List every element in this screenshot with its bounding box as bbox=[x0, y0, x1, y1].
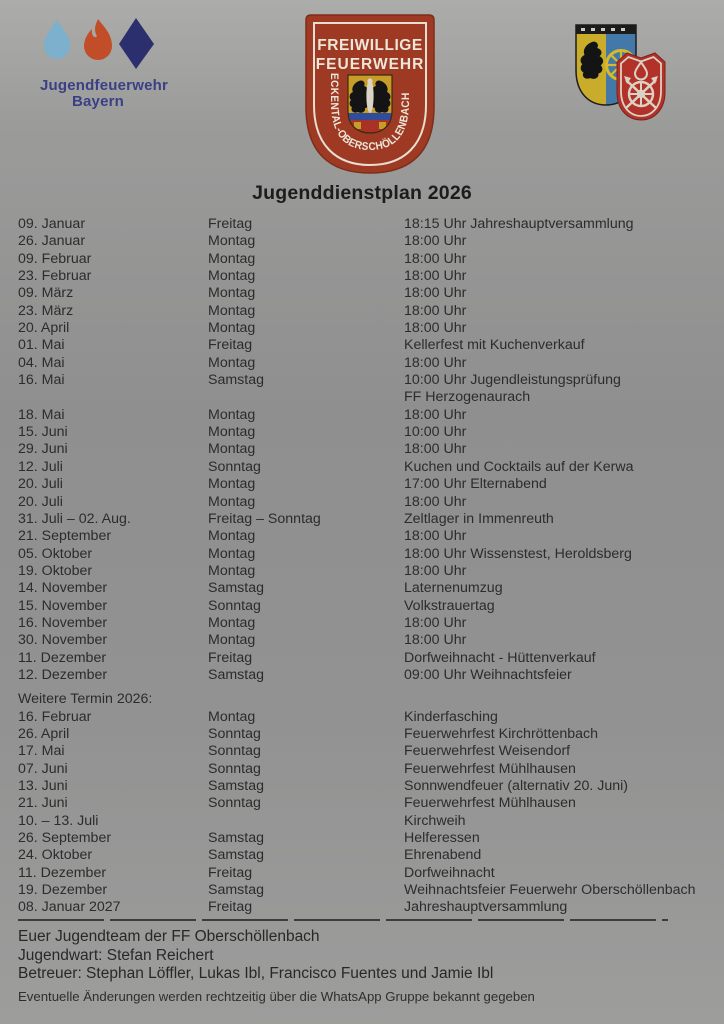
table-row bbox=[18, 372, 718, 407]
cell-day: Freitag bbox=[208, 864, 253, 881]
cell-day: Montag bbox=[208, 562, 256, 579]
cell-date: 17. Mai bbox=[18, 743, 65, 760]
cell-event: 18:00 Uhr bbox=[404, 562, 467, 579]
cell-date: 09. März bbox=[18, 285, 74, 302]
table-row bbox=[18, 233, 718, 250]
cell-day: Sonntag bbox=[208, 795, 261, 812]
table-row bbox=[18, 899, 718, 916]
table-row bbox=[18, 667, 718, 684]
cell-day: Montag bbox=[208, 632, 256, 649]
cell-day: Montag bbox=[208, 285, 256, 302]
table-row bbox=[18, 424, 718, 441]
cell-day: Sonntag bbox=[208, 760, 261, 777]
table-row bbox=[18, 494, 718, 511]
table-row bbox=[18, 459, 718, 476]
table-row bbox=[18, 882, 718, 899]
cell-date: 07. Juni bbox=[18, 760, 68, 777]
cell-day: Samstag bbox=[208, 778, 264, 794]
cell-day: Montag bbox=[208, 708, 256, 725]
cell-date: 20. April bbox=[18, 320, 70, 337]
cell-event: 18:00 Uhr bbox=[404, 320, 467, 337]
table-row bbox=[18, 709, 718, 726]
table-row bbox=[18, 580, 718, 597]
cell-event: 18:00 Uhr Wissenstest, Heroldsberg bbox=[404, 545, 632, 562]
cell-day: Samstag bbox=[208, 580, 264, 597]
cell-day: Samstag bbox=[208, 666, 264, 683]
diamond-icon bbox=[119, 18, 154, 69]
cell-date: 26. Januar bbox=[18, 233, 86, 250]
water-drop-icon bbox=[44, 20, 70, 59]
cell-date: 19. Dezember bbox=[18, 882, 108, 899]
cell-event: Feuerwehrfest Mühlhausen bbox=[404, 760, 576, 777]
cell-event: 17:00 Uhr Elternabend bbox=[404, 476, 547, 493]
cell-day: Montag bbox=[208, 424, 256, 441]
cell-date: 23. März bbox=[18, 302, 74, 319]
table-row bbox=[18, 216, 718, 233]
table-row bbox=[18, 546, 718, 563]
cell-date: 04. Mai bbox=[18, 354, 65, 371]
cell-day: Montag bbox=[208, 320, 256, 337]
cell-date: 18. Mai bbox=[18, 406, 65, 423]
table-row bbox=[18, 761, 718, 778]
cell-event: Laternenumzug bbox=[404, 580, 503, 597]
table-row bbox=[18, 441, 718, 458]
cell-event: 18:15 Uhr Jahreshauptversammlung bbox=[404, 216, 634, 232]
cell-date: 09. Februar bbox=[18, 250, 92, 267]
cell-event: Weihnachtsfeier Feuerwehr Oberschöllenbach bbox=[404, 882, 696, 899]
jugendfeuerwehr-bayern-logo bbox=[40, 17, 169, 110]
feuerwehr-shield-icon bbox=[617, 53, 665, 120]
cell-day: Freitag bbox=[208, 649, 253, 666]
cell-day: Samstag bbox=[208, 830, 264, 847]
footer-note: Eventuelle Änderungen werden rechtzeitig über die WhatsApp Gruppe bekannt gegeben bbox=[18, 989, 535, 1005]
divider-line bbox=[18, 919, 668, 922]
cell-date: 29. Juni bbox=[18, 441, 68, 458]
cell-day bbox=[208, 813, 404, 830]
cell-event: 18:00 Uhr bbox=[404, 285, 467, 302]
cell-date: 20. Juli bbox=[18, 493, 63, 510]
cell-date: 11. Dezember bbox=[18, 864, 107, 881]
table-row bbox=[18, 830, 718, 847]
page-title: Jugenddienstplan 2026 bbox=[252, 182, 472, 204]
cell-day: Sonntag bbox=[208, 597, 261, 614]
right-coats-of-arms bbox=[573, 20, 673, 124]
table-row bbox=[18, 528, 718, 545]
table-row bbox=[18, 795, 718, 812]
cell-event: 18:00 Uhr bbox=[404, 354, 467, 371]
cell-date: 16. Februar bbox=[18, 708, 92, 725]
table-row bbox=[18, 320, 718, 337]
cell-event: 18:00 Uhr bbox=[404, 406, 467, 423]
cell-day: Freitag bbox=[208, 216, 253, 232]
cell-date: 26. April bbox=[18, 725, 70, 742]
table-row bbox=[18, 303, 718, 320]
cell-day: Montag bbox=[208, 528, 256, 545]
cell-event: Helferessen bbox=[404, 830, 480, 847]
cell-date: 21. Juni bbox=[18, 795, 68, 812]
cell-day: Montag bbox=[208, 545, 256, 562]
cell-day: Montag bbox=[208, 250, 256, 267]
cell-event: Feuerwehrfest Weisendorf bbox=[404, 743, 571, 760]
cell-date: 24. Oktober bbox=[18, 847, 93, 864]
cell-date: 23. Februar bbox=[18, 268, 92, 285]
table-row bbox=[18, 650, 718, 667]
schedule-table bbox=[18, 216, 718, 684]
cell-date: 12. Juli bbox=[18, 458, 63, 475]
cell-day: Freitag bbox=[208, 337, 253, 354]
footer-team-line: Euer Jugendteam der FF Oberschöllenbach bbox=[18, 928, 320, 946]
cell-date: 08. Januar 2027 bbox=[18, 899, 121, 916]
footer-betreuer-line: Betreuer: Stephan Löffler, Lukas Ibl, Francisco Fuentes und Jamie Ibl bbox=[18, 965, 494, 983]
cell-event: Feuerwehrfest Kirchröttenbach bbox=[404, 725, 598, 742]
cell-date: 15. Juni bbox=[18, 424, 68, 441]
cell-event: 18:00 Uhr bbox=[404, 233, 467, 250]
badge-line1: FREIWILLIGE bbox=[317, 37, 423, 54]
cell-event: 18:00 Uhr bbox=[404, 268, 467, 285]
cell-date: 05. Oktober bbox=[18, 545, 93, 562]
cell-day: Montag bbox=[208, 614, 256, 631]
cell-event: 09:00 Uhr Weihnachtsfeier bbox=[404, 666, 572, 683]
table-row bbox=[18, 407, 718, 424]
cell-event: 18:00 Uhr bbox=[404, 250, 467, 267]
cell-date: 30. November bbox=[18, 632, 108, 649]
table-row bbox=[18, 355, 718, 372]
cell-event: 10:00 Uhr bbox=[404, 424, 467, 441]
cell-event: Kirchweih bbox=[404, 812, 466, 829]
cell-event: 18:00 Uhr bbox=[404, 632, 467, 649]
footer-jugendwart-line: Jugendwart: Stefan Reichert bbox=[18, 946, 214, 964]
cell-day: Montag bbox=[208, 476, 256, 493]
cell-event: Dorfweihnacht - Hüttenverkauf bbox=[404, 649, 596, 666]
cell-day: Sonntag bbox=[208, 458, 261, 475]
cell-event: 18:00 Uhr bbox=[404, 441, 467, 458]
footer bbox=[18, 928, 718, 1007]
cell-event: 18:00 Uhr bbox=[404, 302, 467, 319]
table-row bbox=[18, 251, 718, 268]
ff-eckental-badge bbox=[299, 11, 441, 181]
cell-date: 21. September bbox=[18, 528, 112, 545]
cell-date: 09. Januar bbox=[18, 216, 86, 232]
table-row bbox=[18, 337, 718, 354]
table-row bbox=[18, 865, 718, 882]
cell-event: Kuchen und Cocktails auf der Kerwa bbox=[404, 458, 634, 475]
table-row bbox=[18, 476, 718, 493]
cell-day: Freitag – Sonntag bbox=[208, 510, 321, 527]
cell-date: 14. November bbox=[18, 580, 108, 597]
cell-date: 13. Juni bbox=[18, 778, 68, 794]
extra-schedule-table bbox=[18, 709, 718, 917]
schedule-content bbox=[18, 216, 718, 1007]
cell-event: Kellerfest mit Kuchenverkauf bbox=[404, 337, 585, 354]
cell-event: Jahreshauptversammlung bbox=[404, 899, 568, 916]
cell-date: 26. September bbox=[18, 830, 112, 847]
table-row bbox=[18, 847, 718, 864]
fish-icon bbox=[366, 79, 373, 113]
table-row bbox=[18, 726, 718, 743]
table-row bbox=[18, 511, 718, 528]
cell-date: 10. – 13. Juli bbox=[18, 812, 99, 829]
flame-icon bbox=[84, 19, 112, 60]
cell-event: Volkstrauertag bbox=[404, 597, 495, 614]
cell-date: 11. Dezember bbox=[18, 649, 107, 666]
jf-bayern-logo-line1: Jugendfeuerwehr bbox=[40, 77, 169, 94]
cell-day: Samstag bbox=[208, 847, 264, 864]
cell-day: Montag bbox=[208, 493, 256, 510]
cell-day: Sonntag bbox=[208, 725, 261, 742]
badge-coat-of-arms bbox=[348, 75, 392, 133]
extra-section-heading: Weitere Termin 2026: bbox=[18, 691, 153, 708]
table-row bbox=[18, 285, 718, 302]
cell-date: 16. Mai bbox=[18, 372, 65, 389]
badge-arc-text: ECKENTAL-OBERSCHÖLLENBACH bbox=[327, 73, 413, 154]
cell-event: Feuerwehrfest Mühlhausen bbox=[404, 795, 576, 812]
table-row bbox=[18, 268, 718, 285]
cell-event: Kinderfasching bbox=[404, 708, 498, 725]
cell-day: Samstag bbox=[208, 372, 264, 389]
jf-bayern-shapes-icon bbox=[42, 17, 154, 69]
cell-event: Sonnwendfeuer (alternativ 20. Juni) bbox=[404, 778, 628, 794]
cell-date: 19. Oktober bbox=[18, 562, 93, 579]
table-row bbox=[18, 563, 718, 580]
cell-day: Montag bbox=[208, 441, 256, 458]
table-row bbox=[18, 743, 718, 760]
table-row bbox=[18, 778, 718, 795]
cell-event: Dorfweihnacht bbox=[404, 864, 495, 881]
cell-date: 15. November bbox=[18, 597, 108, 614]
cell-day: Montag bbox=[208, 268, 256, 285]
cell-date: 01. Mai bbox=[18, 337, 65, 354]
jf-bayern-logo-line2: Bayern bbox=[71, 93, 125, 110]
cell-date: 12. Dezember bbox=[18, 666, 108, 683]
badge-line2: FEUERWEHR bbox=[315, 56, 425, 73]
table-row bbox=[18, 615, 718, 632]
cell-date: 20. Juli bbox=[18, 476, 63, 493]
cell-day: Montag bbox=[208, 302, 256, 319]
table-row bbox=[18, 813, 718, 830]
cell-event: 18:00 Uhr bbox=[404, 528, 467, 545]
cell-day: Montag bbox=[208, 233, 256, 250]
cell-date: 31. Juli – 02. Aug. bbox=[18, 510, 131, 527]
cell-day: Sonntag bbox=[208, 743, 261, 760]
cell-event: 10:00 Uhr Jugendleistungsprüfung FF Herzogenaurach bbox=[404, 372, 621, 406]
table-row bbox=[18, 632, 718, 649]
cell-day: Samstag bbox=[208, 882, 264, 899]
cell-event: 18:00 Uhr bbox=[404, 614, 467, 631]
cell-day: Montag bbox=[208, 354, 256, 371]
cell-event: Ehrenabend bbox=[404, 847, 482, 864]
table-row bbox=[18, 598, 718, 615]
cell-day: Montag bbox=[208, 406, 256, 423]
cell-day: Freitag bbox=[208, 899, 253, 916]
cell-date: 16. November bbox=[18, 614, 108, 631]
cell-event: 18:00 Uhr bbox=[404, 493, 467, 510]
cell-event: Zeltlager in Immenreuth bbox=[404, 510, 554, 527]
